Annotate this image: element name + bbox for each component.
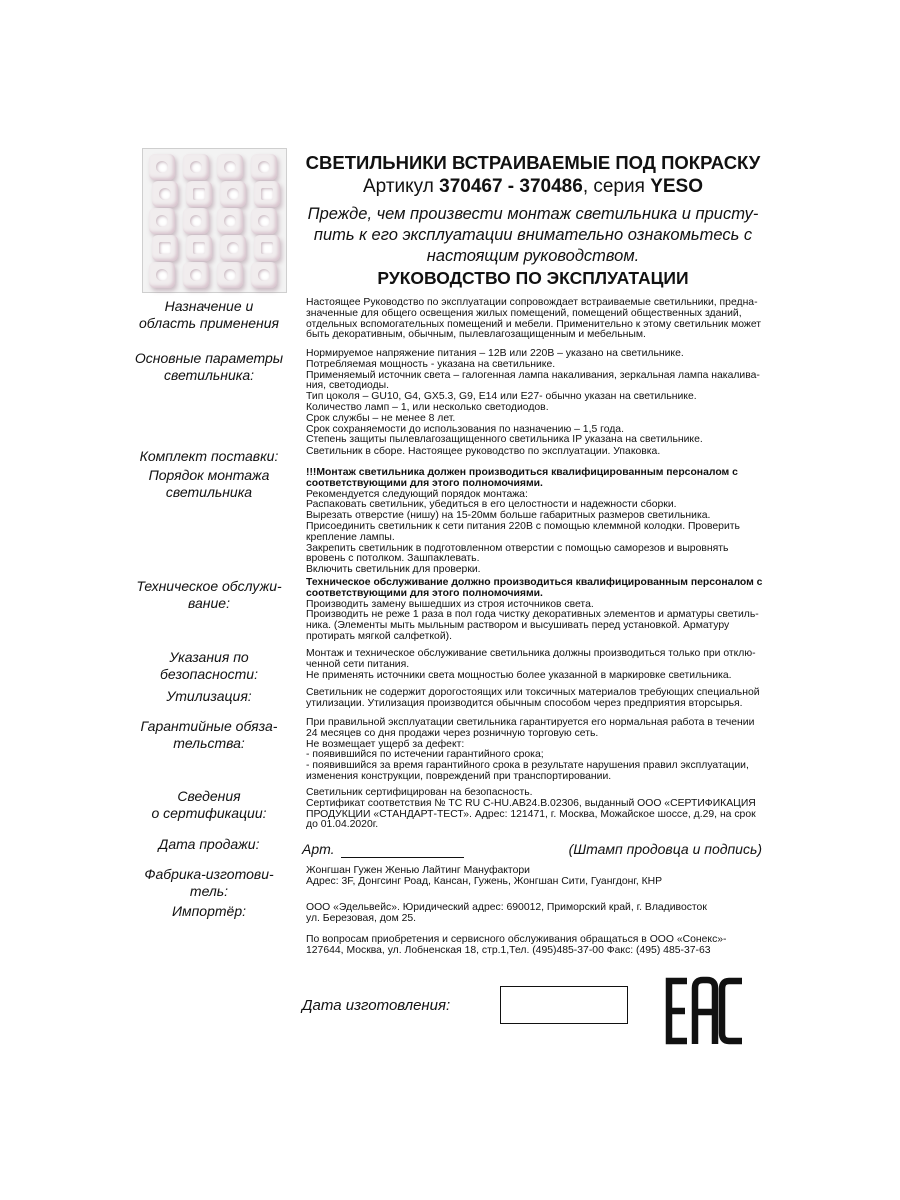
fixture-item [149,262,175,288]
section-label-line: вание: [188,595,230,611]
intro-line: пить к его эксплуатации внимательно ознакомьтесь с [313,226,753,244]
section-text-line: Производить замену вышедших из строя источников света. [306,598,594,610]
section-label [128,298,290,332]
stamp-label: (Штамп продовца и подпись) [568,841,762,857]
series-name: YESO [650,176,703,197]
fixture-item [217,154,243,180]
section-label [128,903,290,920]
manufacture-date-box [500,986,628,1024]
section-text-line: Не возмещает ущерб за дефект: [306,738,465,750]
section-text-line: утилизации. Утилизация производится обычным способом через предприятия вторсырья. [306,697,743,709]
article-prefix: Артикул [363,176,440,197]
section-label [128,649,290,683]
section-text-line: Вырезать отверстие (нишу) на 15-20мм больше габаритных размеров светильника. [306,510,711,522]
section-label-line: светильника: [163,367,255,383]
section-text-line: соответствующими для этого полномочиями. [306,477,543,489]
article-range: 370467 - 370486 [439,176,583,197]
intro-line: настоящим руководством. [426,247,640,265]
article-line [298,176,768,198]
product-image [142,148,287,293]
section-text-line: ул. Березовая, дом 25. [306,912,417,924]
section-label-line: Назначение и [164,298,254,314]
section-text-line: Светильник не содержит дорогостоящих или токсичных материалов требующих специальной [306,687,760,698]
eac-mark-icon [664,976,746,1046]
section-text-line: - появившийся за время гарантийного срока в результате нарушения правил эксплуатации, [306,760,749,772]
art-blank-line [341,857,464,858]
section-label-line: область применения [138,315,280,331]
fixture-item [220,235,246,261]
fixture-item [149,154,175,180]
section-text-line: изменения конструкции, повреждений при транспортировании. [306,770,612,782]
section-text-line: ПРОДУКЦИИ «СТАНДАРТ-ТЕСТ». Адрес: 121471, г. Москва, Можайское шоссе, д.29, на срок [306,808,756,820]
fixture-item [183,154,209,180]
section-text-line: Монтаж и техническое обслуживание светильника должны производиться только при отклю- [306,648,756,659]
section-label [128,448,290,465]
document-subtitle: РУКОВОДСТВО ПО ЭКСПЛУАТАЦИИ [377,268,689,288]
section-label-line: Комплект поставки: [139,448,279,464]
intro-line: Прежде, чем произвести монтаж светильника и присту- [307,205,759,223]
section-label-line: Дата продажи: [158,836,260,852]
section-label-line: тельства: [173,735,245,751]
fixture-item [217,208,243,234]
section-text-line: Присоединить светильник к сети питания 220В с помощью клеммной колодки. Проверить [306,520,740,532]
section-label [128,688,290,705]
fixture-item [254,235,280,261]
section-label [128,788,290,822]
fixture-item [149,208,175,234]
section-label-line: Импортёр: [171,903,246,919]
section-text-line: Светильник в сборе. Настоящее руководство по эксплуатации. Упаковка. [306,446,661,457]
fixture-item [220,181,246,207]
section-text-line: Тип цоколя – GU10, G4, GX5.3, G9, E14 или E27- обычно указан на светильнике. [306,391,697,403]
section-text-line: вровень с потолком. Зашпаклевать. [306,553,480,565]
section-text [306,688,764,710]
section-text [306,298,764,341]
section-label-line: тель: [189,883,229,899]
section-text-line: Количество ламп – 1, или несколько светодиодов. [306,401,549,413]
section-text-line: !!!Монтаж светильника должен производиться квалифицированным персоналом с [306,467,738,478]
section-text-line: - появившийся по истечении гарантийного срока; [306,749,544,761]
fixture-item [251,262,277,288]
section-label [128,350,290,384]
section-text-line: По вопросам приобретения и сервисного обслуживания обращаться в ООО «Сонекс»- [306,934,727,946]
art-label: Арт. [302,841,335,857]
section-text-line: Включить светильник для проверки. [306,564,481,576]
section-text-line: Распаковать светильник, убедиться в его целостности и надежности сборки. [306,499,677,511]
section-text-line: Потребляемая мощность - указана на светильнике. [306,358,556,370]
section-label [128,836,290,853]
section-label-line: Порядок монтажа [148,467,270,483]
section-label [128,718,290,752]
section-text [306,447,764,458]
section-text-line: крепление лампы. [306,531,395,543]
section-text-line: ООО «Эдельвейс». Юридический адрес: 690012, Приморский край, г. Владивосток [306,902,707,913]
section-text-line: быть декоративным, обычным, пылевлагозащищенным и мебельным. [306,329,646,341]
section-text [306,866,764,888]
document-title: СВЕТИЛЬНИКИ ВСТРАИВАЕМЫЕ ПОД ПОКРАСКУ [305,152,761,173]
section-text-line: Применяемый источник света – галогенная лампа накаливания, зеркальная лампа накалива- [306,369,760,381]
section-text-line: Настоящее Руководство по эксплуатации сопровождает встраиваемые светильники, предна- [306,297,758,308]
section-text-line: Срок сохраняемости до использования по назначению – 1,5 года. [306,423,624,435]
fixture-item [183,262,209,288]
section-text [306,718,764,783]
section-text-line: ника. (Элементы мыть мыльным раствором и высушивать перед установкой. Арматуру [306,620,730,632]
section-label-line: Техническое обслужи- [136,578,282,594]
section-label-line: Гарантийные обяза- [140,718,278,734]
section-text-line: Закрепить светильник в подготовленном отверстии с помощью саморезов и выровнять [306,542,729,554]
section-text-line: значенные для общего освещения жилых помещений, помещений общественных зданий, [306,307,742,319]
fixture-item [186,181,212,207]
fixture-item [254,181,280,207]
section-text [306,649,764,681]
intro-note [300,204,766,267]
section-text-line: протирать мягкой салфеткой). [306,630,452,642]
section-text-line: Степень защиты пылевлагозащищенного светильника IP указана на светильнике. [306,434,703,446]
section-label [128,578,290,612]
section-label [128,467,290,501]
manufacture-date-label: Дата изготовления: [302,997,451,1014]
section-text-line: Адрес: 3F, Донгсинг Роад, Кансан, Гужень, Жонгшан Сити, Гуангдонг, КНР [306,875,663,887]
section-text-line: 24 месяцев со дня продажи через розничную торговую сеть. [306,727,599,739]
fixture-item [217,262,243,288]
section-text-line: соответствующими для этого полномочиями. [306,587,543,599]
section-label-line: светильника [165,484,253,500]
section-label-line: о сертификации: [151,805,267,821]
section-text-line: Срок службы – не менее 8 лет. [306,412,456,424]
fixture-item [183,208,209,234]
section-label-line: Сведения [177,788,241,804]
section-text-line: до 01.04.2020г. [306,819,379,831]
section-text [306,468,764,576]
section-text-line: Жонгшан Гужен Женью Лайтинг Мануфактори [306,865,530,876]
section-text-line: Производить не реже 1 раза в пол года чистку декоративных элементов и арматуры светиль- [306,609,759,621]
section-label-line: Фабрика-изготови- [144,866,274,882]
section-text-line: Рекомендуется следующий порядок монтажа: [306,488,528,500]
section-text [306,903,764,957]
section-label-line: безопасности: [160,666,258,682]
fixture-item [251,208,277,234]
fixture-item [152,235,178,261]
section-text-line: ченной сети питания. [306,658,410,670]
fixture-item [251,154,277,180]
fixture-item [186,235,212,261]
fixture-item [152,181,178,207]
section-text [306,578,764,643]
section-text-line: 127644, Москва, ул. Лобненская 18, стр.1,Тел. (495)485-37-00 Факс: (495) 485-37-63 [306,945,711,957]
section-text-line: При правильной эксплуатации светильника гарантируется его нормальная работа в течении [306,717,755,728]
section-text-line: Техническое обслуживание должно производиться квалифицированным персоналом с [306,577,763,588]
section-label-line: Основные параметры [134,350,284,366]
section-text [306,349,764,446]
section-text [306,788,764,831]
section-text-line: Сертификат соответствия № ТС RU C-HU.AB24.B.02306, выданный ООО «СЕРТИФИКАЦИЯ [306,797,756,809]
section-text-line: Нормируемое напряжение питания – 12В или 220В – указано на светильнике. [306,348,684,359]
section-text-line: ния, светодиоды. [306,380,390,392]
section-label-line: Указания по [169,649,249,665]
section-label-line: Утилизация: [166,688,252,704]
section-label [128,866,290,900]
section-text-line: Не применять источники света мощностью более указанной в маркировке светильника. [306,669,732,681]
section-text-line: Светильник сертифицирован на безопасность. [306,787,533,798]
series-prefix: , серия [582,176,651,197]
section-text-line: отдельных вспомогательных помещений и мебели. Применительно к этому светильник может [306,318,762,330]
